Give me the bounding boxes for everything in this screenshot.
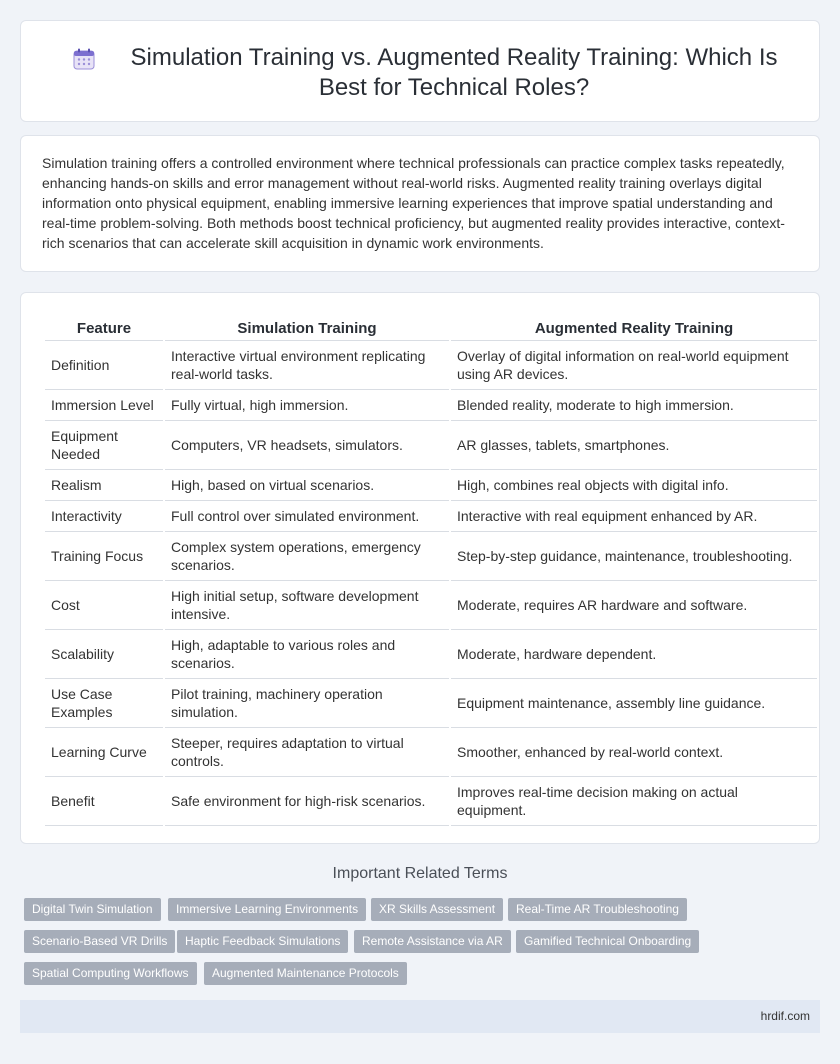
header-ar: Augmented Reality Training — [451, 307, 817, 341]
cell-ar: Blended reality, moderate to high immersion. — [451, 390, 817, 421]
header-card — [20, 20, 820, 122]
related-term-tag[interactable]: Real-Time AR Troubleshooting — [508, 898, 687, 921]
cell-ar: Equipment maintenance, assembly line guidance. — [451, 679, 817, 728]
cell-simulation: High initial setup, software development intensive. — [165, 581, 449, 630]
table-row — [45, 421, 817, 470]
cell-ar: Step-by-step guidance, maintenance, troubleshooting. — [451, 532, 817, 581]
related-term-tag[interactable]: Spatial Computing Workflows — [24, 962, 197, 985]
cell-feature: Equipment Needed — [45, 421, 163, 470]
table-header-row — [45, 307, 817, 341]
cell-simulation: High, based on virtual scenarios. — [165, 470, 449, 501]
cell-simulation: Interactive virtual environment replicating real-world tasks. — [165, 341, 449, 390]
table-row — [45, 630, 817, 679]
table-row — [45, 341, 817, 390]
cell-feature: Definition — [45, 341, 163, 390]
cell-simulation: Steeper, requires adaptation to virtual controls. — [165, 728, 449, 777]
cell-simulation: Computers, VR headsets, simulators. — [165, 421, 449, 470]
table-row — [45, 728, 817, 777]
cell-feature: Use Case Examples — [45, 679, 163, 728]
related-term-tag[interactable]: Remote Assistance via AR — [354, 930, 511, 953]
cell-simulation: Safe environment for high-risk scenarios. — [165, 777, 449, 826]
table-row — [45, 532, 817, 581]
cell-feature: Training Focus — [45, 532, 163, 581]
header-simulation: Simulation Training — [165, 307, 449, 341]
cell-simulation: Fully virtual, high immersion. — [165, 390, 449, 421]
cell-simulation: Complex system operations, emergency scenarios. — [165, 532, 449, 581]
cell-ar: Improves real-time decision making on actual equipment. — [451, 777, 817, 826]
cell-feature: Interactivity — [45, 501, 163, 532]
footer — [20, 1000, 820, 1033]
table-row — [45, 470, 817, 501]
cell-simulation: Full control over simulated environment. — [165, 501, 449, 532]
cell-ar: Overlay of digital information on real-world equipment using AR devices. — [451, 341, 817, 390]
cell-simulation: High, adaptable to various roles and scenarios. — [165, 630, 449, 679]
page-title: Simulation Training vs. Augmented Reality Training: Which Is Best for Technical Roles? — [130, 44, 778, 101]
related-terms-title: Important Related Terms — [332, 865, 508, 882]
related-term-tag[interactable]: Digital Twin Simulation — [24, 898, 161, 921]
cell-feature: Learning Curve — [45, 728, 163, 777]
table-row — [45, 390, 817, 421]
cell-ar: High, combines real objects with digital info. — [451, 470, 817, 501]
table-row — [45, 581, 817, 630]
footer-site: hrdif.com — [760, 1009, 810, 1023]
related-term-tag[interactable]: Scenario-Based VR Drills — [24, 930, 175, 953]
related-term-tag[interactable]: Augmented Maintenance Protocols — [204, 962, 407, 985]
intro-text: Simulation training offers a controlled environment where technical professionals can practice complex tasks repeatedly, enhancing hands-on skills and error management without real-world risks. Augmented reality training overlays digital information onto physical equipment, enabling immersive learning experiences that improve spatial understanding and real-time problem-solving. Both methods boost technical proficiency, but augmented reality provides interactive, context-rich scenarios that can accelerate skill acquisition in dynamic work environments. — [42, 155, 785, 251]
cell-ar: Smoother, enhanced by real-world context. — [451, 728, 817, 777]
cell-feature: Realism — [45, 470, 163, 501]
comparison-card — [20, 292, 820, 844]
cell-ar: Moderate, hardware dependent. — [451, 630, 817, 679]
table-row — [45, 777, 817, 826]
cell-ar: Interactive with real equipment enhanced by AR. — [451, 501, 817, 532]
table-row — [45, 679, 817, 728]
cell-feature: Immersion Level — [45, 390, 163, 421]
related-term-tag[interactable]: Gamified Technical Onboarding — [516, 930, 699, 953]
related-term-tag[interactable]: Haptic Feedback Simulations — [177, 930, 348, 953]
related-term-tag[interactable]: Immersive Learning Environments — [168, 898, 366, 921]
cell-feature: Benefit — [45, 777, 163, 826]
header-feature: Feature — [45, 307, 163, 341]
cell-ar: AR glasses, tablets, smartphones. — [451, 421, 817, 470]
cell-feature: Scalability — [45, 630, 163, 679]
cell-feature: Cost — [45, 581, 163, 630]
table-row — [45, 501, 817, 532]
cell-ar: Moderate, requires AR hardware and software. — [451, 581, 817, 630]
intro-card — [20, 135, 820, 272]
related-term-tag[interactable]: XR Skills Assessment — [371, 898, 503, 921]
comparison-table — [43, 307, 819, 826]
cell-simulation: Pilot training, machinery operation simulation. — [165, 679, 449, 728]
